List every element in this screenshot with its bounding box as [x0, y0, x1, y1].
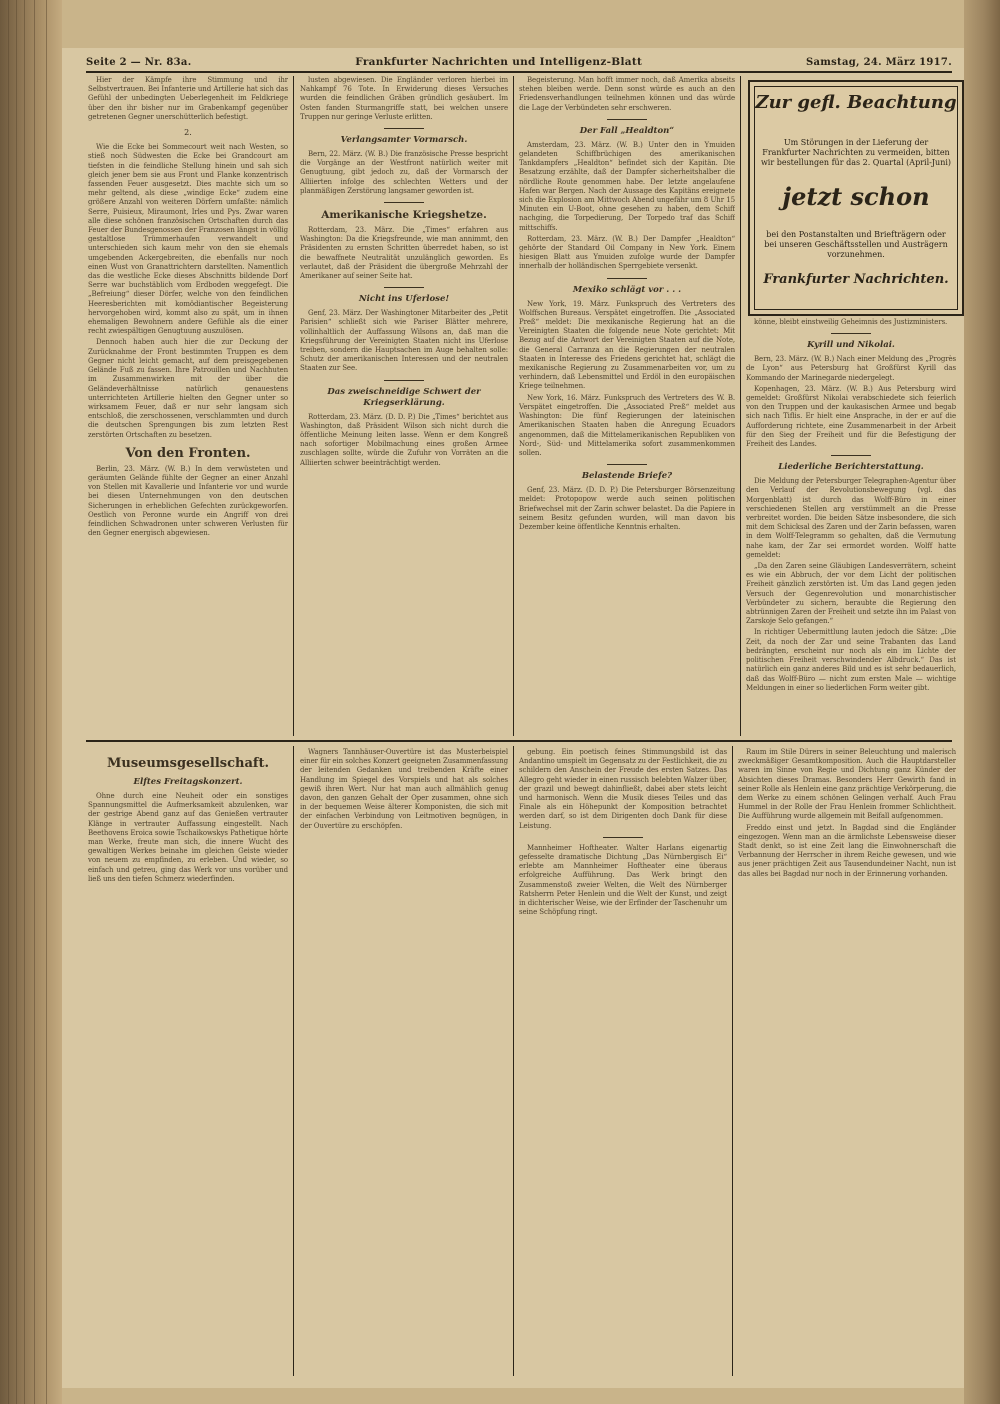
- headline-briefe: Belastende Briefe?: [581, 471, 673, 482]
- page-number: Seite 2 — Nr. 83a.: [86, 56, 192, 68]
- divider: [603, 837, 643, 838]
- article-paragraph: Die Meldung der Petersburger Telegraphen-Agentur über den Verlauf der Revolutionsbewegung (vgl. das Morgenblatt) ist durch das Wolff-Büro in einer verschiedenen Stellen arg verstümmelt an die Presse verbreitet worden. Die beiden Sätze insbesondere, die sich mit dem Schicksal des Zaren und der Zarin befassen, waren in dem Wolff-Telegramm so gehalten, daß die Vermutung nahe kam, der Zar sei ermordet worden. Wolff hatte gemeldet:: [746, 477, 956, 559]
- column-rule: [513, 746, 514, 1376]
- article-paragraph: lusten abgewiesen. Die Engländer verloren hierbei im Nahkampf 76 Tote. In Erwiderung dieses Versuches wurden die feindlichen Gräben gründlich gesäubert. Im Osten fanden Sturmangriffe statt, bei welchen unsere Truppen nur geringe Verluste erlitten.: [300, 76, 508, 121]
- article-paragraph: Rotterdam, 23. März. (D. D. P.) Die „Times“ berichtet aus Washington, daß Präsident Wilson sich nicht durch die öffentliche Meinung leiten lasse. Wenn er dem Kongreß nach sofortiger Mobilmachung eines großen Armee zuschlagen sollte, würde die Zufuhr von Vorräten an die Alliierten schwer beeinträchtigt werden.: [300, 412, 508, 467]
- column-rule: [740, 76, 741, 736]
- headline-vormarsch: Verlangsamter Vormarsch.: [340, 135, 468, 146]
- column-4: [746, 318, 956, 736]
- feuilleton-column-2: [300, 748, 508, 1376]
- article-paragraph: Genf, 23. März. Der Washingtoner Mitarbeiter des „Petit Parisien“ schließt sich wie Pariser Blätter mehrere, vollinhaltlich der Auffassung Wilsons an, daß man die Kriegsführung der Vereinigten Staaten nicht ins Uferlose treiben, sondern die Hauptsachen im Auge behalten solle: Schutz der amerikanischen Interessen und der neutralen Staaten zur See.: [300, 309, 508, 373]
- article-paragraph: Bern, 23. März. (W. B.) Nach einer Meldung des „Progrès de Lyon“ aus Petersburg hat Großfürst Kyrill das Kommando der Marinegarde niedergelegt.: [746, 355, 956, 382]
- column-rule: [293, 746, 294, 1376]
- headline-uferlose: Nicht ins Uferlose!: [358, 294, 450, 305]
- column-rule: [732, 746, 733, 1376]
- article-paragraph: Rotterdam, 23. März. Die „Times“ erfahren aus Washington: Da die Kriegsfreunde, wie man annimmt, den Präsidenten zu ernsten Schritten überredet haben, so ist die bewaffnete Neutralität unzulänglich geworden. Es verlautet, daß der Präsident die übergroße Mehrzahl der Amerikaner auf seiner Seite hat.: [300, 226, 508, 281]
- ad-emphasis: jetzt schon: [782, 182, 930, 211]
- column-rule: [513, 76, 514, 736]
- article-paragraph: Begeisterung. Man hofft immer noch, daß Amerika abseits stehen bleiben werde. Denn sonst würde es auch an den Friedensverhandlungen teilnehmen können und das würde die Lage der Verbündeten sehr erschweren.: [519, 76, 735, 112]
- divider: [607, 278, 647, 279]
- article-paragraph: Freddo einst und jetzt. In Bagdad sind die Engländer eingezogen. Wenn man an die ärmlichste Lebensweise dieser Stadt denkt, so ist eine Zeit lang die Einwohnerschaft die Verbannung der Herrscher in ihrem Reiche gewesen, und wie aus jener prächtigen Zeit aus Tausendundeiner Nacht, nun ist das alles bei Bagdad nur noch in der Erinnerung vorhanden.: [738, 823, 956, 878]
- divider: [384, 380, 424, 381]
- article-paragraph: Dennoch haben auch hier die zur Deckung der Zurücknahme der Front bestimmten Truppen es dem Gegner nicht leicht gemacht, auf dem preisgegebenen Gelände Fuß zu fassen. Ihre Patrouillen und Nachhuten im Zusammenwirken mit der über die Geländeverhältnisse natürlich genauestens unterrichteten Artillerie hielten den Gegner unter so wirksamem Feuer, daß er nur sehr langsam sich entschloß, die zerschossenen, verschlammten und durch die deutschen Sprengungen bis zum letzten Rest zerstörten Ortschaften zu besetzen.: [88, 338, 288, 439]
- subheadline-konzert: Elftes Freitagskonzert.: [133, 777, 243, 787]
- column-1: [88, 76, 288, 736]
- ad-title: Zur gefl. Beachtung: [755, 92, 957, 113]
- page-date: Samstag, 24. März 1917.: [805, 56, 952, 68]
- divider: [384, 128, 424, 129]
- headline-mexiko: Mexiko schlägt vor . . .: [572, 284, 682, 295]
- section-number: 2.: [184, 128, 192, 138]
- feuilleton-column-1: [88, 748, 288, 1376]
- article-paragraph: Raum im Stile Dürers in seiner Beleuchtung und malerisch zweckmäßiger Gesamtkomposition. Auch die Hauptdarsteller waren im Sinne von Regie und Dichtung ganz Künder der Absichten dieses Dramas. Besonders Herr Gewirth fand in seiner Rolle als Henlein eine ganz prächtige Verkörperung, die dem Werke zu einem schönen Gelingen verhalf. Auch Frau Hummel in der Rolle der Frau Henlein frommer Schlichtheit. Die Aufführung wurde allgemein mit Beifall aufgenommen.: [738, 748, 956, 821]
- article-paragraph: Bern, 22. März. (W. B.) Die französische Presse bespricht die Vorgänge an der Westfront natürlich weiter mit Genugtuung, gibt jedoch zu, daß der Vormarsch der Alliierten infolge des schlechten Wetters und der planmäßigen Zerstörung langsamer geworden ist.: [300, 150, 508, 195]
- section-rule: [86, 740, 952, 742]
- ad-text: Um Störungen in der Lieferung der Frankfurter Nachrichten zu vermeiden, bitten wir bestellungen für das 2. Quartal (April-Juni): [760, 138, 952, 167]
- newspaper-title: Frankfurter Nachrichten und Intelligenz-Blatt: [355, 56, 643, 68]
- article-paragraph: Wagners Tannhäuser-Ouvertüre ist das Musterbeispiel einer für ein solches Konzert geeigneten Zusammenfassung der leitenden Gedanken und treibenden Kräfte einer Handlung im Spiegel des Vorspiels und hat als solches gewiß ihren Wert. Nur hat man auch allmählich genug davon, den ganzen Gehalt der Oper zusammen, ohne sich in der bequemen Weise älterer Komponisten, die sich mit der einfachen Verbindung von Leitmotiven begnügen, in der Ouvertüre zu erschöpfen.: [300, 748, 508, 830]
- book-binding: [0, 0, 62, 1404]
- ad-text: bei den Postanstalten und Briefträgern oder bei unseren Geschäftsstellen und Austrägern vorzunehmen.: [764, 230, 948, 259]
- article-paragraph: könne, bleibt einstweilig Geheimnis des Justizministers.: [754, 318, 948, 326]
- article-paragraph: Mannheimer Hoftheater. Walter Harlans eigenartig gefesselte dramatische Dichtung „Das Nürnbergisch Ei“ erlebte am Mannheimer Hoftheater eine überaus erfolgreiche Aufführung. Das Werk bringt den Zusammenstoß zweier Welten, die Welt des Nürnberger Ratsherrn Peter Henlein und die Welt der Kunst, und zeigt in dichterischer Weise, wie der Erfinder der Taschenuhr um seine Schöpfung ringt.: [519, 843, 727, 917]
- headline-berichterstattung: Liederliche Berichterstattung.: [778, 462, 924, 473]
- article-paragraph: Wie die Ecke bei Sommecourt weit nach Westen, so stieß noch Südwesten die Ecke bei Grandcourt am tiefsten in die feindliche Stellung hinein und sah sich gleich jener bem sie aus Front und Flanke konzentrisch fassenden Feuer ausgesetzt. Dies machte sich um so mehr geltend, als diese „windige Ecke“ zudem eine größere Anzahl von weiteren Dörfern umfaßte: nämlich Serre, Puisieux, Miraumont, Irles und Pys. Zwar waren alle diese schönen französischen Ortschaften durch das Feuer der Bundesgenossen der Franzosen längst in völlig gestaltlose Trümmerhaufen verwandelt und unterschieden sich kaum mehr von den sie ehemals umgebenden Ackergebreiten, die ebenfalls nur noch einen Wust von Granattrichtern darstellten. Namentlich das die westliche Ecke dieses Abschnitts bildende Dorf Serre war buchstäblich vom Erdboden weggefegt. Die „Befreiung“ dieser Dörfer, welche von den feindlichen Heeresberichten mit komödiantischer Begeisterung hervorgehoben wird, kommt also zu spät, um in ihnen ehemaligen Bewohnern andere Gefühle als die einer recht zwiespältigen Genugtuung auszulösen.: [88, 143, 288, 336]
- page-header: [86, 54, 952, 70]
- article-paragraph: Berlin, 23. März. (W. B.) In dem verwüsteten und geräumten Gelände fühlte der Gegner an einer Anzahl von Stellen mit Kavallerie und Infanterie vor und wurde bei diesen Unternehmungen von den deutschen Sicherungen in erheblichen Gefechten zurückgeworfen. Oestlich von Peronne wurde ein Angriff von drei feindlichen Schwadronen unter schweren Verlusten für den Gegner energisch abgewiesen.: [88, 464, 288, 538]
- article-paragraph: In richtiger Uebermittlung lauten jedoch die Sätze: „Die Zeit, da noch der Zar und seine Trabanten das Land bedrängten, erscheint nur noch als ein im Lichte der politischen Freiheit verschwindender Albdruck.“ Das ist natürlich ein ganz anderes Bild und es ist sehr bedauerlich, daß das Wolff-Büro — nicht zum ersten Male — wichtige Meldungen in einer so liederlichen Form weiter gibt.: [746, 628, 956, 692]
- headline-museum: Museumsgesellschaft.: [106, 756, 270, 771]
- article-paragraph: New York, 16. März. Funkspruch des Vertreters des W. B. Verspätet eingetroffen. Die „Associated Preß“ meldet aus Washington: Die fünf Regierungen der lateinischen Amerikanischen Staaten haben die Anregung Ecuadors angenommen, daß die Mittelamerikanischen Republiken von Nord-, Süd- und Mittelamerika sofort zusammenkommen sollen.: [519, 393, 735, 457]
- divider: [607, 119, 647, 120]
- divider: [831, 333, 871, 334]
- headline-kriegshetze: Amerikanische Kriegshetze.: [321, 209, 487, 222]
- ad-brand: Frankfurter Nachrichten.: [763, 272, 949, 287]
- feuilleton-column-3: [519, 748, 727, 1376]
- headline-healdton: Der Fall „Healdton“: [579, 125, 675, 136]
- feuilleton-column-4: [738, 748, 956, 1376]
- headline-kyrill: Kyrill und Nikolai.: [807, 340, 895, 351]
- article-paragraph: „Da den Zaren seine Gläubigen Landesverrätern, scheint es wie ein Abbruch, der vor dem Licht der politischen Freiheit gänzlich zerstörten ist. Um das Land gegen jeden Versuch der Gegenrevolution und monarchistischer Verbündeter zu sichern, beraubte die Regierung den abtrünnigen Zaren der Freiheit und setzte ihn im Palast von Zarskoje Selo gefangen.“: [746, 562, 956, 626]
- divider: [831, 455, 871, 456]
- article-paragraph: Ohne durch eine Neuheit oder ein sonstiges Spannungsmittel die Aufmerksamkeit abzulenken, war der gestrige Abend ganz auf das Genießen vertrauter Klänge in vertrauter Auffassung eingestellt. Nach Beethovens Eroica sowie Tschaikowskys Pathetique hörte man Werke, freute man sich, die innere Wucht des gewaltigen Werkes beinahe im gleichen Geiste wieder von neuem zu empfinden, zu erleben. Und wieder, so einfach und getreu, ging das Werk vor uns vorüber und ließ uns den tiefen Schmerz wiederfinden.: [88, 792, 288, 883]
- column-2: [300, 76, 508, 736]
- subscription-advertisement: [748, 80, 964, 316]
- header-rule: [86, 71, 952, 73]
- article-paragraph: Genf, 23. März. (D. D. P.) Die Petersburger Börsenzeitung meldet: Protopopow werde auch seinen politischen Briefwechsel mit der Zarin schwer belastet. Da die Papiere in seinem Besitz gefunden wurden, will man davon bis Dezember keine öffentliche Kenntnis erhalten.: [519, 486, 735, 531]
- divider: [607, 464, 647, 465]
- headline-schwert: Das zweischneidige Schwert der Kriegserklärung.: [327, 386, 481, 408]
- headline-fronten: Von den Fronten.: [125, 445, 251, 461]
- article-paragraph: gebung. Ein poetisch feines Stimmungsbild ist das Andantino umspielt im Gegensatz zu der Festlichkeit, die zu schildern den Anschein der Freude des ersten Satzes. Das Allegro geht wieder in einen russisch belebten Walzer über, der grazil und bewegt dahinfließt, dabei aber stets leicht und harmonisch. Wenn die Musik dieses Teiles und das Finale als ein Höhepunkt der Komposition betrachtet werden darf, so ist dem Dirigenten doch Dank für diese Leistung.: [519, 748, 727, 830]
- column-rule: [293, 76, 294, 736]
- article-paragraph: Rotterdam, 23. März. (W. B.) Der Dampfer „Healdton“ gehörte der Standard Oil Company in New York. Einem hiesigen Blatt aus Ymuiden zufolge wurde der Dampfer innerhalb der holländischen Sperrgebiete versenkt.: [519, 234, 735, 271]
- column-3: [519, 76, 735, 736]
- divider: [384, 287, 424, 288]
- right-page-edge: [964, 0, 1000, 1404]
- article-paragraph: New York, 19. März. Funkspruch des Vertreters des Wolffschen Bureaus. Verspätet eingetroffen. Die „Associated Preß“ meldet: Die mexikanische Regierung hat an die Vereinigten Staaten die folgende neue Note gerichtet: Mit Bezug auf die Antwort der Vereinigten Staaten auf die Note, die General Carranza an die Regierungen der neutralen Staaten in Interesse des Friedens gerichtet hat, schlägt die mexikanische Regierung zu Zusammenarbeiten vor, um zu verhindern, daß Lebensmittel und Erdöl in den europäischen Kriege teilnehmen.: [519, 299, 735, 391]
- article-paragraph: Kopenhagen, 23. März. (W. B.) Aus Petersburg wird gemeldet: Großfürst Nikolai verabschiedete sich feierlich von den Truppen und der kaukasischen Armee und begab sich nach Tiflis. Er hielt eine Ansprache, in der er auf die Aufforderung richtete, eine Zusammenarbeit in der Arbeit für den Sieg der Freiheit und für die Befestigung der Freiheit des Landes.: [746, 384, 956, 449]
- article-paragraph: Amsterdam, 23. März. (W. B.) Unter den in Ymuiden gelandeten Schiffbrüchigen des amerikanischen Tankdampfers „Healdton“ befindet sich der Kapitän. Die Besatzung erzählte, daß der Dampfer sicherheitshalber die nördliche Route genommen habe. Der letzte angelaufene Hafen war Bergen. Nach der Aussage des Kapitäns ereignete sich die Explosion am Mittwoch Abend ungefähr um 8 Uhr 15 Minuten ein U-Boot, ohne gesehen zu haben, dem Schiff nachging, die Torpedierung, Der Torpedo traf das Schiff mittschiffs.: [519, 140, 735, 232]
- divider: [384, 202, 424, 203]
- article-paragraph: Hier der Kämpfe ihre Stimmung und ihr Selbstvertrauen. Bei Infanterie und Artillerie hat sich das Gefühl der unbedingten Ueberlegenheit im Feldkriege über den ihr bisher nur im Grabenkampf gegenüber getretenen Gegner unerschütterlich befestigt.: [88, 76, 288, 121]
